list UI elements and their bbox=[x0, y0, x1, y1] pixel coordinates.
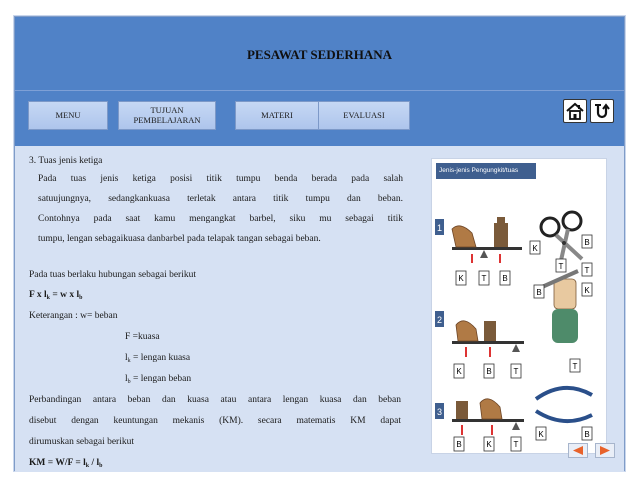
tongs-label: B bbox=[584, 430, 590, 439]
back-icon bbox=[592, 101, 612, 121]
fulcrum-label: T bbox=[481, 274, 487, 283]
description-paragraph bbox=[38, 169, 403, 249]
lb-definition bbox=[125, 374, 191, 385]
bottle-opener-drawing bbox=[534, 263, 592, 343]
scissors-label: K bbox=[532, 244, 538, 253]
home-button[interactable] bbox=[563, 99, 587, 123]
lever-label: K bbox=[486, 440, 492, 449]
section-heading: 3. Tuas jenis ketiga bbox=[29, 156, 103, 166]
scissors-label: B bbox=[584, 238, 590, 247]
lever-label: B bbox=[456, 440, 462, 449]
paragraph-line: satuujungnya, sedangkankuasa terletak antara titik tumpu dan beban. bbox=[38, 194, 403, 204]
formula-subscript: b bbox=[79, 295, 83, 301]
km-paragraph bbox=[29, 390, 401, 453]
row-number: 1 bbox=[436, 223, 443, 233]
definition-subscript: k bbox=[127, 358, 131, 364]
f-definition: F =kuasa bbox=[125, 332, 160, 342]
definition-symbol: l bbox=[125, 353, 128, 363]
evaluasi-button-label: EVALUASI bbox=[343, 109, 385, 120]
bottle-label: K bbox=[584, 286, 590, 295]
content-area bbox=[15, 146, 624, 472]
slide-frame bbox=[14, 16, 625, 471]
menu-button[interactable] bbox=[28, 101, 108, 130]
keterangan-line: Keterangan : w= beban bbox=[29, 311, 118, 321]
formula-lever bbox=[29, 290, 82, 301]
formula-subscript: b bbox=[99, 463, 103, 469]
arrow-right-icon bbox=[598, 445, 612, 456]
menu-button-label: MENU bbox=[55, 109, 81, 120]
row-number: 3 bbox=[436, 407, 443, 417]
fulcrum-label: B bbox=[502, 274, 508, 283]
fulcrum-label: K bbox=[458, 274, 464, 283]
lever-diagrams bbox=[432, 159, 606, 453]
tongs-label: K bbox=[538, 430, 544, 439]
lever-types-illustration bbox=[431, 158, 607, 454]
lk-definition bbox=[125, 353, 190, 364]
formula-part: KM = W/F = l bbox=[29, 458, 86, 468]
bottle-label: B bbox=[536, 288, 542, 297]
tujuan-pembelajaran-button[interactable] bbox=[118, 101, 216, 130]
formula-subscript: k bbox=[46, 295, 50, 301]
bottle-label: T bbox=[584, 266, 590, 275]
back-button[interactable] bbox=[590, 99, 614, 123]
next-button[interactable] bbox=[595, 443, 615, 458]
evaluasi-button[interactable] bbox=[318, 101, 410, 130]
scissors-label: T bbox=[558, 262, 564, 271]
page-title: PESAWAT SEDERHANA bbox=[246, 47, 393, 62]
lever-label: K bbox=[456, 367, 462, 376]
arrow-left-icon bbox=[571, 445, 585, 456]
lever-label: T bbox=[513, 440, 519, 449]
lever-label: B bbox=[486, 367, 492, 376]
materi-button[interactable] bbox=[235, 101, 319, 130]
formula-part: F x l bbox=[29, 290, 47, 300]
definition-text: = lengan kuasa bbox=[130, 353, 191, 363]
formula-part: / l bbox=[89, 458, 100, 468]
paragraph-line: Contohnya pada saat kamu mengangkat barbel, siku mu sebagai titik bbox=[38, 214, 403, 224]
header-bar bbox=[15, 17, 624, 90]
formula-part: = w x l bbox=[49, 290, 80, 300]
lever-row-2 bbox=[452, 321, 524, 378]
home-icon bbox=[565, 101, 585, 121]
paragraph-line: dirumuskan sebagai berikut bbox=[29, 437, 135, 447]
lever-row-1-labels bbox=[456, 271, 510, 285]
figure-title: Jenis-jenis Pengungkit/tuas bbox=[439, 167, 519, 174]
paragraph-line: Pada tuas jenis ketiga posisi titik tumpu benda berada pada salah bbox=[38, 174, 403, 184]
definition-symbol: l bbox=[125, 374, 128, 384]
tujuan-label-line2: PEMBELAJARAN bbox=[133, 114, 201, 125]
row-number: 2 bbox=[436, 315, 443, 325]
tujuan-button-label bbox=[133, 106, 200, 126]
tujuan-label-line1: TUJUAN bbox=[150, 104, 184, 115]
previous-button[interactable] bbox=[568, 443, 588, 458]
formula-subscript: k bbox=[85, 463, 90, 469]
tongs-label: T bbox=[572, 362, 578, 371]
lever-row-3 bbox=[452, 399, 524, 451]
paragraph-line: disebut dengan keuntungan mekanis (KM). secara matematis KM dapat bbox=[29, 416, 401, 426]
materi-button-label: MATERI bbox=[261, 109, 293, 120]
paragraph-line: Perbandingan antara beban dan kuasa atau antara lengan kuasa dan beban bbox=[29, 395, 401, 405]
definition-subscript: b bbox=[127, 379, 131, 385]
tongs-drawing bbox=[536, 359, 592, 440]
relation-intro: Pada tuas berlaku hubungan sebagai berikut bbox=[29, 270, 196, 280]
lever-row-1 bbox=[452, 217, 522, 263]
formula-km bbox=[29, 458, 102, 469]
nav-bar bbox=[15, 90, 624, 146]
lever-label: T bbox=[513, 367, 519, 376]
definition-text: = lengan beban bbox=[130, 374, 192, 384]
paragraph-line: tumpu, lengan sebagaikuasa danbarbel pada telapak tangan sebagai beban. bbox=[38, 234, 321, 244]
